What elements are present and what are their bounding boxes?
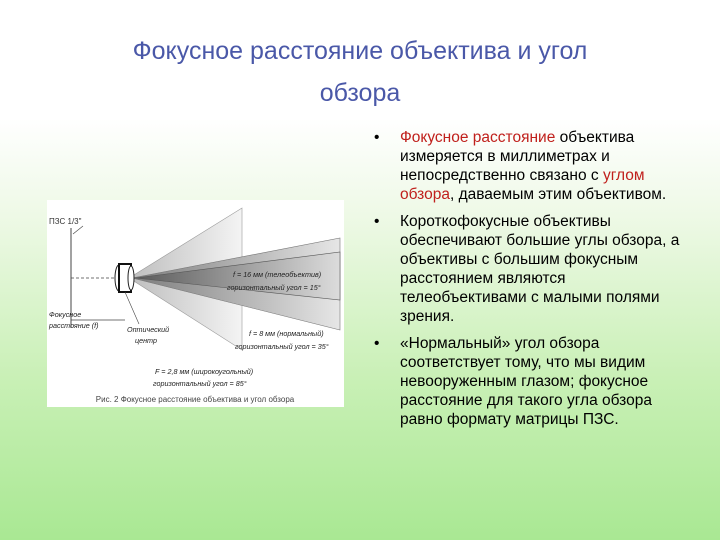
bullet-text: «Нормальный» угол обзора соответствует тому, что мы видим невооруженным глазом; фокусное расстояние для такого угла обзора равно формату матрицы ПЗС. <box>400 335 652 428</box>
lens-icon <box>115 264 134 292</box>
slide-title-line-1: Фокусное расстояние объектива и угол <box>132 37 588 65</box>
diagram-svg <box>47 200 344 407</box>
normal-label-line-1: f = 8 мм (нормальный) <box>249 329 324 338</box>
bullet-item-normal-angle <box>370 334 680 429</box>
wide-label-line-2: горизонтальный угол = 85° <box>153 379 247 388</box>
tele-label-line-2: горизонтальный угол = 15° <box>227 283 321 292</box>
optical-center-pointer <box>125 292 139 324</box>
highlight-focal-length: Фокусное расстояние <box>400 129 556 146</box>
bullet-item-focal-length <box>370 128 680 204</box>
focal-length-diagram <box>47 200 344 407</box>
normal-label-line-2: горизонтальный угол = 35° <box>235 342 329 351</box>
bullet-item-short-focus <box>370 212 680 326</box>
sensor-label-pointer <box>73 226 83 234</box>
sensor-label: ПЗС 1/3" <box>49 217 82 226</box>
focal-label-line-1: Фокусное <box>49 310 82 319</box>
optical-center-label-line-2: центр <box>135 336 157 345</box>
bullet-marker: • <box>374 335 380 352</box>
tele-label-line-1: f = 16 мм (телеобъектив) <box>233 270 322 279</box>
bullet-marker: • <box>374 129 380 146</box>
bullet-list <box>370 128 680 437</box>
bullet-text: , даваемым этим объективом. <box>449 186 667 203</box>
bullet-text: объектива измеряется в миллиметрах и непосредственно связано с <box>400 129 635 184</box>
bullet-text: Короткофокусные объективы обеспечивают большие углы обзора, а объективы с большим фокусным расстоянием являются телеобъективами с малыми полями зрения. <box>400 213 680 325</box>
figure-caption: Рис. 2 Фокусное расстояние объектива и угол обзора <box>95 395 295 404</box>
optical-center-label-line-1: Оптический <box>127 325 170 334</box>
slide-title <box>40 30 680 114</box>
slide-title-line-2: обзора <box>319 79 401 107</box>
bullet-marker: • <box>374 213 380 230</box>
focal-label-line-2: расстояние (f) <box>49 321 99 330</box>
wide-label-line-1: F = 2,8 мм (широкоугольный) <box>155 367 254 376</box>
highlight-view-angle: углом обзора <box>400 167 645 203</box>
